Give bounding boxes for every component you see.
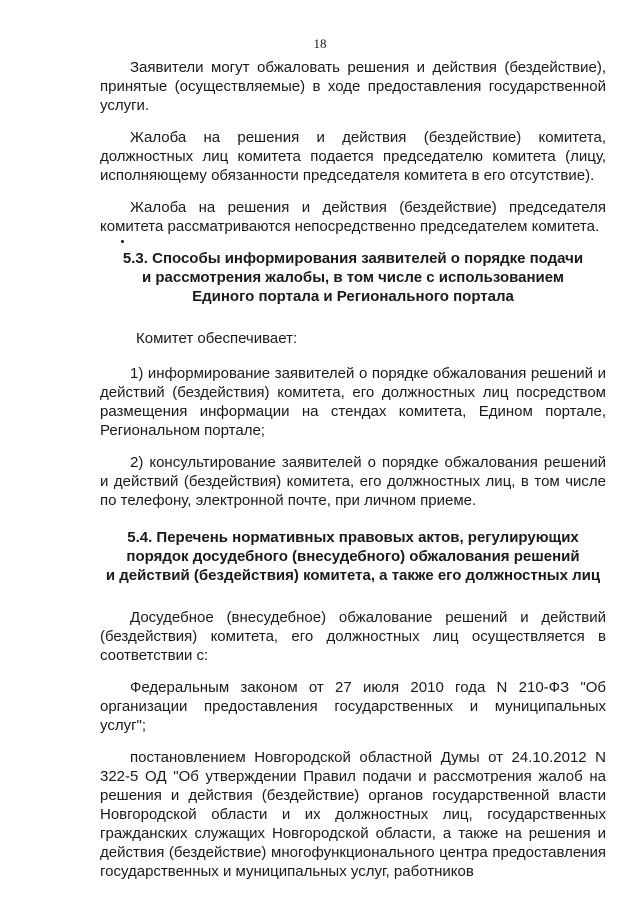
paragraph: Жалоба на решения и действия (бездействие) комитета, должностных лиц комитета подается председателю комитета (лицу, исполняющему обязанности председателя комитета в его отсутствие). (100, 129, 606, 184)
paragraph: Заявители могут обжаловать решения и действия (бездействие), принятые (осуществляемые) в ходе предоставления государственной услуги. (100, 59, 606, 114)
page-number: 18 (313, 36, 327, 51)
heading-line: 5.3. Способы информирования заявителей о порядке подачи (122, 250, 584, 267)
paragraph: Федеральным законом от 27 июля 2010 года N 210-ФЗ "Об организации предоставления государственных и муниципальных услуг"; (100, 679, 606, 734)
heading-line: и действий (бездействия) комитета, а также его должностных лиц (105, 567, 601, 584)
heading-line: Единого портала и Регионального портала (192, 288, 514, 305)
heading-line: порядок досудебного (внесудебного) обжалования решений (126, 548, 580, 565)
paragraph: Досудебное (внесудебное) обжалование решений и действий (бездействия) комитета, его должностных лиц осуществляется в соответствии с: (100, 609, 606, 664)
list-item: 2) консультирование заявителей о порядке обжалования решений и действий (бездействия) комитета, его должностных лиц, в том числе по телефону, электронной почте, при личном приеме. (100, 454, 606, 509)
section-heading-5-4 (100, 528, 606, 585)
list-item: 1) информирование заявителей о порядке обжалования решений и действий (бездействия) комитета, его должностных лиц посредством размещения информации на стендах комитета, Едином портале, Региональном портале; (100, 365, 606, 439)
document-body (100, 58, 606, 894)
paragraph: постановлением Новгородской областной Думы от 24.10.2012 N 322-5 ОД "Об утверждении Правил подачи и рассмотрения жалоб на решения и действия (бездействие) органов государственной власти Новгородской области и их должностных лиц, государственных гражданских служащих Новгородской области, а также на решения и действия (бездействие) многофункционального центра предоставления государственных и муниципальных услуг, работников (100, 749, 606, 880)
paragraph: Комитет обеспечивает: (136, 330, 298, 347)
paragraph: Жалоба на решения и действия (бездействие) председателя комитета рассматриваются непосредственно председателем комитета. (100, 199, 606, 235)
section-heading-5-3 (100, 249, 606, 306)
heading-line: и рассмотрения жалобы, в том числе с использованием (141, 269, 565, 286)
heading-line: 5.4. Перечень нормативных правовых актов, регулирующих (127, 529, 579, 546)
